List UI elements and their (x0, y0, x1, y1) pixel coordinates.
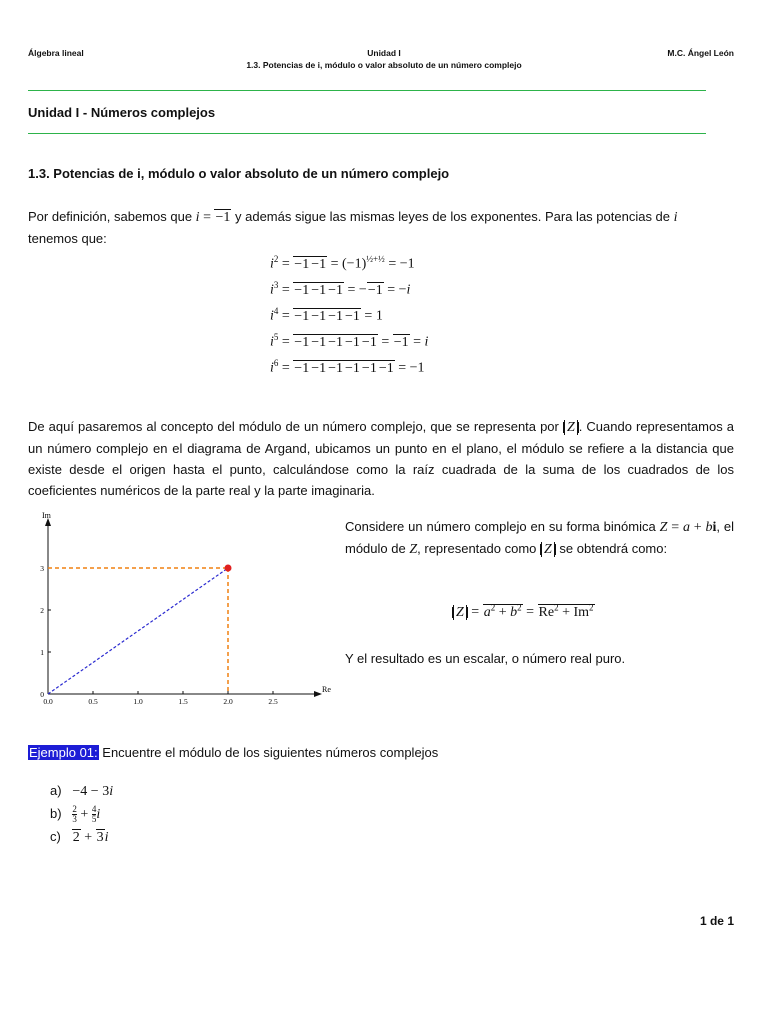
list-item (50, 803, 113, 826)
y-axis-label: Im (42, 511, 51, 520)
header-center-subtitle: 1.3. Potencias de i, módulo o valor absoluto de un número complejo (246, 60, 522, 70)
item-label-a: a) (50, 783, 62, 798)
modulus-text-2: . Cuando representamos a un número complejo en el diagrama de Argand, ubicamos un punto en el plano, el módulo se refiere a la distancia que existe desde el origen hasta el punto, calculándose como la raíz cuadrada de la suma de los cuadrados de los coeficientes numéricos de la parte real y la parte imaginaria. (28, 419, 734, 498)
page-number: 1 de 1 (699, 914, 734, 928)
x-tick-label: 1.0 (133, 697, 143, 706)
norm-z-math: Z (563, 420, 579, 435)
header-right: M.C. Ángel León (667, 48, 734, 58)
x-tick-label: 2.0 (223, 697, 233, 706)
intro-text-3: tenemos que: (28, 231, 107, 246)
i-definition-math: i = −1 (195, 210, 231, 225)
x-tick-label: 0.5 (88, 697, 98, 706)
y-tick-label: 0 (40, 690, 44, 699)
intro-text-1: Por definición, sabemos que (28, 209, 193, 224)
scalar-note: Y el resultado es un escalar, o número real puro. (345, 651, 626, 666)
side-paragraph (345, 516, 734, 560)
side-text-3: , representado como (417, 541, 537, 556)
norm-z-math-2: Z (540, 542, 556, 557)
power-i2: $i^2 = -1 -1 = (-1)^{\frac{1}{2}+\frac{1}{2}} = -1$ (270, 254, 415, 272)
y-tick-label: 1 (40, 648, 44, 657)
modulus-text-1: De aquí pasaremos al concepto del módulo de un número complejo, que se representa por (28, 419, 559, 434)
modulus-paragraph (28, 416, 734, 501)
intro-text-2: y además sigue las mismas leyes de los exponentes. Para las potencias de (235, 209, 671, 224)
power-i4: $i^4 = -1 -1 -1 -1 = 1$ (270, 306, 383, 324)
list-item (50, 780, 113, 803)
power-i5: $i^5 = -1 -1 -1 -1 -1 = -1 = i$ (270, 332, 429, 350)
side-text-1: Considere un número complejo en su forma binómica (345, 519, 656, 534)
item-a-math: −4 − 3i (72, 784, 114, 799)
intro-paragraph (28, 206, 738, 249)
y-tick-label: 2 (40, 606, 44, 615)
argand-diagram (28, 508, 340, 712)
power-i6: $i^6 = -1 -1 -1 -1 -1 -1 = -1$ (270, 358, 425, 376)
x-axis-label: Re (322, 685, 331, 694)
item-c-math: 2 + 3i (72, 830, 109, 845)
powers-of-i (270, 246, 428, 376)
section-title: 1.3. Potencias de i, módulo o valor absoluto de un número complejo (28, 166, 450, 181)
modulus-formula: $Z = a^2 + b^2 = Re^2 + Im^2$ (452, 602, 595, 621)
header-left: Álgebra lineal (28, 48, 84, 58)
unit-title: Unidad I - Números complejos (28, 105, 216, 120)
item-label-b: b) (50, 806, 62, 821)
header-center-title: Unidad I (367, 48, 401, 58)
item-b-math: $\frac{2}{3}$ + $\frac{4}{5}$ i (72, 804, 101, 825)
modulus-vector (48, 568, 228, 694)
list-item (50, 826, 113, 849)
data-point (225, 565, 232, 572)
example-list (50, 780, 113, 849)
side-text-4: se obtendrá como: (559, 541, 668, 556)
top-rule (28, 90, 706, 91)
item-label-c: c) (50, 829, 61, 844)
i-symbol: i (673, 210, 678, 225)
x-tick-label: 1.5 (178, 697, 188, 706)
y-tick-label: 3 (40, 564, 44, 573)
example-text: Encuentre el módulo de los siguientes números complejos (98, 745, 439, 760)
bottom-rule (28, 133, 706, 134)
x-tick-label: 0.0 (43, 697, 53, 706)
example-heading (28, 742, 438, 763)
x-tick-label: 2.5 (268, 697, 278, 706)
example-label: Ejemplo 01: (29, 745, 98, 760)
side-text-2: , el módulo de (345, 519, 734, 556)
binomial-form-math: Z = a + bi (659, 520, 717, 535)
power-i3: $i^3 = -1 -1 -1 = --1 = -i$ (270, 280, 411, 298)
z-symbol: Z (409, 542, 418, 557)
x-axis-arrow (314, 691, 322, 697)
